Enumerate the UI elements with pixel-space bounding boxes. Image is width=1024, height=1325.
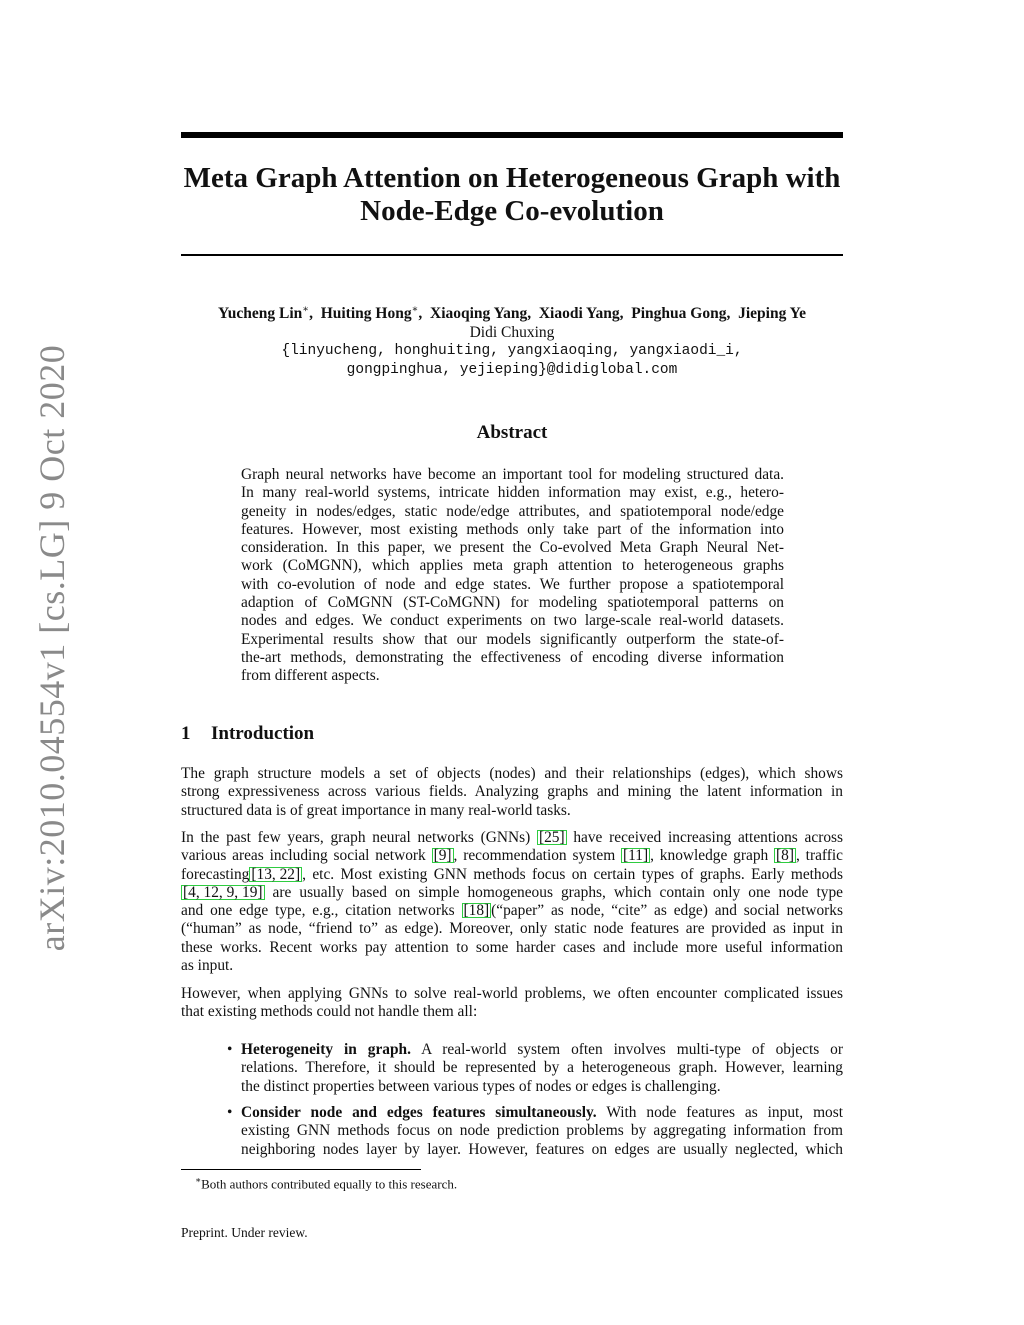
abstract-line: Experimental results show that our models significantly outperform the state-of- [241, 630, 784, 648]
section-number: 1 [181, 723, 191, 744]
citation-link[interactable]: [18] [463, 902, 490, 920]
text-run: , etc. Most existing GNN methods focus on certain types of graphs. Early methods [302, 865, 843, 883]
text-run: are usually based on simple homogeneous graphs, which contain only one node type [264, 883, 843, 901]
abstract-line: from different aspects. [241, 667, 380, 685]
text-run: , traffic [796, 847, 843, 865]
bullet-line [241, 1104, 843, 1122]
author-name: Jieping Ye [738, 305, 806, 323]
abstract-line: with co-evolution of node and edge states. We further propose a spatiotemporal [241, 575, 784, 593]
paragraph-line: (“human” as node, “friend to” as edge). Moreover, only static node features are provided as input in [181, 920, 843, 938]
abstract-body [241, 466, 784, 686]
author-block [181, 300, 843, 380]
author-mark: ∗ [411, 304, 419, 315]
text-run: forecasting [181, 865, 250, 883]
author-names: Yucheng Lin∗, Huiting Hong∗, Xiaoqing Yang, Xiaodi Yang, Pinghua Gong, Jieping Ye [218, 304, 806, 323]
text-run: and one edge type, e.g., citation networks [181, 902, 462, 920]
title-rule-top [181, 132, 843, 138]
abstract-line: In many real-world systems, intricate hidden information may exist, e.g., hetero- [241, 484, 784, 502]
text-run: various areas including social network [181, 847, 432, 865]
abstract-line: adaption of CoMGNN (ST-CoMGNN) for modeling spatiotemporal patterns on [241, 594, 784, 612]
abstract-line: work (CoMGNN), which applies meta graph attention to heterogeneous graphs [241, 557, 784, 575]
paragraph-line: that existing methods could not handle them all: [181, 1003, 478, 1021]
bullet-line [241, 1041, 843, 1059]
abstract-heading: Abstract [476, 422, 548, 443]
paragraph-line [181, 847, 843, 865]
abstract-line: features. However, most existing methods only take part of the information into [241, 520, 784, 538]
author-name: Xiaoqing Yang [430, 305, 528, 323]
citation-link[interactable]: [4, 12, 9, 19] [183, 883, 263, 901]
paragraph-line [181, 902, 843, 920]
author-emails-line-2[interactable]: gongpinghua, yejieping}@didiglobal.com [346, 362, 678, 379]
paragraph-line: However, when applying GNNs to solve real-world problems, we often encounter complicated issues [181, 985, 843, 1002]
footnote-text: Both authors contributed equally to this research. [201, 1176, 458, 1192]
bullet-title: Heterogeneity in graph. [241, 1041, 411, 1058]
paragraph-line [181, 884, 843, 902]
bullet-title: Consider node and edges features simultaneously. [241, 1104, 597, 1121]
text-run: , knowledge graph [650, 847, 775, 865]
paragraph-line [181, 866, 843, 884]
footnote [195, 1175, 457, 1192]
text-run: have received increasing attentions across [566, 829, 843, 846]
author-name: Yucheng Lin [218, 305, 303, 323]
paragraph-line [181, 829, 843, 847]
arxiv-stamp-text[interactable]: arXiv:2010.04554v1 [cs.LG] 9 Oct 2020 [32, 344, 72, 952]
author-mark: ∗ [302, 304, 310, 315]
author-name: Huiting Hong [320, 305, 412, 323]
paper-title [181, 162, 843, 228]
paragraph-line: structured data is of great importance in many real-world tasks. [181, 801, 571, 819]
abstract-line: nodes and edges. We conduct experiments on two large-scale real-world datasets. [241, 612, 784, 630]
bullet-dot: • [227, 1041, 233, 1058]
title-line-2: Node-Edge Co-evolution [360, 195, 664, 227]
paragraph-line: The graph structure models a set of objects (nodes) and their relationships (edges), which shows [181, 765, 843, 782]
text-run: , recommendation system [453, 847, 622, 865]
intro-paragraph-3 [181, 985, 843, 1022]
author-emails-line-1[interactable]: {linyucheng, honghuiting, yangxiaoqing, yangxiaodi_i, [281, 343, 743, 360]
bullet-line: the distinct properties between various types of nodes or edges is challenging. [241, 1077, 721, 1095]
intro-paragraph-1 [181, 765, 843, 820]
affiliation: Didi Chuxing [469, 324, 555, 342]
citation-link[interactable]: [9] [433, 847, 452, 865]
text-run: (“paper” as node, “cite” as edge) and social networks [491, 902, 843, 920]
intro-paragraph-2 [181, 829, 843, 975]
citation-link[interactable]: [8] [776, 847, 794, 865]
abstract-line: Graph neural networks have become an important tool for modeling structured data. [241, 466, 784, 483]
title-rule-bottom [181, 254, 843, 256]
citation-link[interactable]: [13, 22] [251, 865, 301, 883]
paragraph-line: these works. Recent works pay attention to some harder cases and include more useful information [181, 938, 843, 956]
footnote-rule [181, 1169, 421, 1170]
footnote-mark: ∗ [195, 1175, 202, 1185]
section-heading-introduction [181, 723, 314, 745]
bullet-body [241, 1104, 843, 1159]
abstract-line: consideration. In this paper, we present the Co-evolved Meta Graph Neural Net- [241, 539, 784, 557]
bullet-line: neighboring nodes layer by layer. However, features on edges are usually neglected, which [241, 1140, 843, 1158]
preprint-note: Preprint. Under review. [181, 1225, 308, 1240]
citation-link[interactable]: [25] [538, 829, 565, 846]
bullet-body [241, 1041, 843, 1096]
abstract-line: geneity in nodes/edges, static node/edge attributes, and spatiotemporal node/edge [241, 502, 784, 520]
paragraph-line: strong expressiveness across various fields. Analyzing graphs and mining the latent information in [181, 783, 843, 801]
bullet-line: existing GNN methods focus on node prediction problems by aggregating information from [241, 1122, 843, 1140]
abstract-line: the-art methods, demonstrating the effectiveness of encoding diverse information [241, 648, 784, 666]
text-run: In the past few years, graph neural networks (GNNs) [181, 829, 537, 846]
author-name: Xiaodi Yang [538, 305, 620, 323]
author-name: Pinghua Gong [631, 305, 727, 323]
title-line-1: Meta Graph Attention on Heterogeneous Graph with [183, 162, 841, 194]
bullet-line: relations. Therefore, it should be represented by a heterogeneous graph. However, learning [241, 1059, 843, 1077]
section-title: Introduction [211, 723, 315, 744]
paragraph-line: as input. [181, 957, 234, 975]
text-run: A real-world system often involves multi-type of objects or [410, 1041, 843, 1058]
bullet-dot: • [227, 1104, 233, 1121]
citation-link[interactable]: [11] [623, 847, 649, 865]
arxiv-stamp [18, 0, 78, 1325]
text-run: With node features as input, most [596, 1104, 843, 1121]
